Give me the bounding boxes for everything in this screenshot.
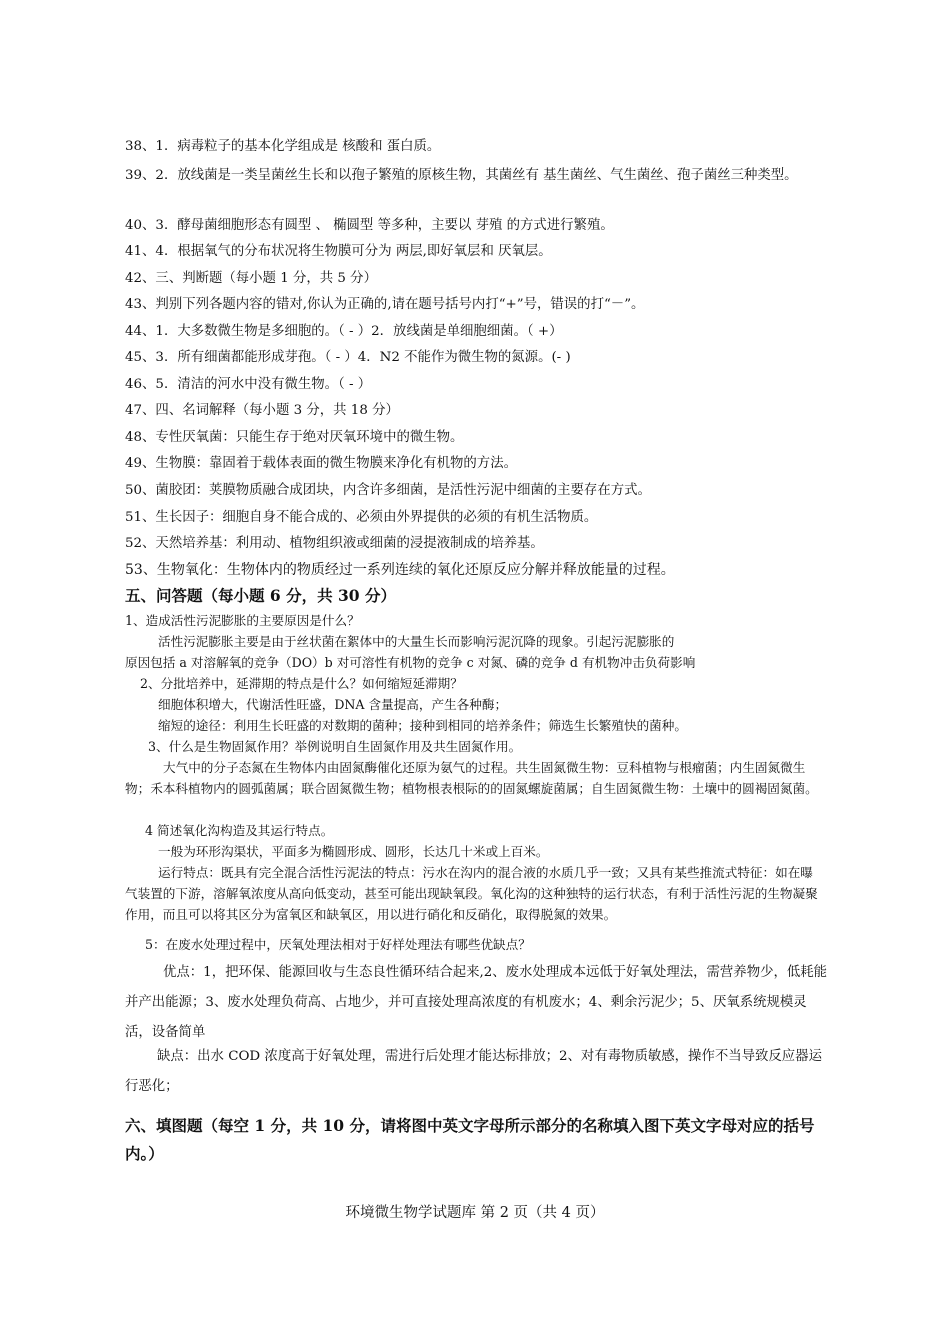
answer-1-line-2: 原因包括 a 对溶解氧的竞争（DO）b 对可溶性有机物的竞争 c 对氮、磷的竞争 d 有机物冲击负荷影响 <box>125 655 696 670</box>
question-1: 1、造成活性污泥膨胀的主要原因是什么？ <box>125 613 360 628</box>
line-41: 41、4．根据氧气的分布状况将生物膜可分为 两层,即好氧层和 厌氧层。 <box>125 244 552 259</box>
page-footer: 环境微生物学试题库 第 2 页（共 4 页） <box>345 1205 605 1221</box>
answer-5-advantages: 优点：1，把环保、能源回收与生态良性循环结合起来,2、废水处理成本远低于好氧处理法，需营养物少，低耗能并产出能源；3、废水处理负荷高、占地少，并可直接处理高浓度的有机废水；4、剩余污泥少；5、厌氧系统规模灵活，设备简单 <box>125 965 828 1040</box>
line-48: 48、专性厌氧菌：只能生存于绝对厌氧环境中的微生物。 <box>125 430 464 445</box>
line-52: 52、天然培养基：利用动、植物组织液或细菌的浸提液制成的培养基。 <box>125 536 544 551</box>
line-45: 45、3．所有细菌都能形成芽孢。（ - ）4．N2 不能作为微生物的氮源。(- ) <box>125 350 571 365</box>
line-42: 42、三、判断题（每小题 1 分，共 5 分） <box>125 271 377 286</box>
line-46: 46、5．清洁的河水中没有微生物。（ - ） <box>125 377 372 392</box>
answer-1-line-1: 活性污泥膨胀主要是由于丝状菌在絮体中的大量生长而影响污泥沉降的现象。引起污泥膨胀的 <box>158 634 675 649</box>
question-3: 3、什么是生物固氮作用？举例说明自生固氮作用及共生固氮作用。 <box>148 739 522 754</box>
question-4: 4 简述氧化沟构造及其运行特点。 <box>145 823 334 838</box>
section-five-heading: 五、问答题（每小题 6 分，共 30 分） <box>125 586 396 605</box>
answer-4-line-2: 运行特点：既具有完全混合活性污泥法的特点：污水在沟内的混合液的水质几乎一致；又具有某些推流式特征：如在曝气装置的下游，溶解氧浓度从高向低变动，甚至可能出现缺氧段。氧化沟的这种独特的运行状态，有利于活性污泥的生物凝聚作用，而且可以将其区分为富氧区和缺氧区，用以进行硝化和反硝化，取得脱氮的效果。 <box>125 865 818 922</box>
answer-4-line-1: 一般为环形沟渠状，平面多为椭圆形成、圆形，长达几十米或上百米。 <box>158 844 549 859</box>
question-2: 2、分批培养中，延滞期的特点是什么？如何缩短延滞期？ <box>140 676 463 691</box>
answer-2-line-2: 缩短的途径：利用生长旺盛的对数期的菌种；接种到相同的培养条件；筛选生长繁殖快的菌种。 <box>158 718 687 733</box>
answer-5-disadvantages: 缺点：出水 COD 浓度高于好氧处理，需进行后处理才能达标排放；2、对有毒物质敏感，操作不当导致反应器运行恶化； <box>125 1049 822 1094</box>
line-47: 47、四、名词解释（每小题 3 分，共 18 分） <box>125 403 399 418</box>
line-44: 44、1．大多数微生物是多细胞的。（ - ）2．放线菌是单细胞细菌。（ +） <box>125 324 563 339</box>
line-43: 43、判别下列各题内容的错对,你认为正确的,请在题号括号内打“+”号，错误的打“－”。 <box>125 297 645 312</box>
line-40: 40、3．酵母菌细胞形态有圆型 、 椭圆型 等多种，主要以 芽殖 的方式进行繁殖。 <box>125 218 614 233</box>
line-39: 39、2．放线菌是一类呈菌丝生长和以孢子繁殖的原核生物，其菌丝有 基生菌丝、气生菌丝、孢子菌丝三种类型。 <box>125 168 798 183</box>
line-38: 38、1．病毒粒子的基本化学组成是 核酸和 蛋白质。 <box>125 139 441 154</box>
line-51: 51、生长因子：细胞自身不能合成的、必须由外界提供的必须的有机生活物质。 <box>125 510 598 525</box>
line-49: 49、生物膜：靠固着于载体表面的微生物膜来净化有机物的方法。 <box>125 456 517 471</box>
line-50: 50、菌胶团：荚膜物质融合成团块，内含许多细菌，是活性污泥中细菌的主要存在方式。 <box>125 483 651 498</box>
section-six-heading: 六、填图题（每空 1 分，共 10 分，请将图中英文字母所示部分的名称填入图下英文字母对应的括号内。） <box>125 1116 815 1163</box>
line-53: 53、生物氧化：生物体内的物质经过一系列连续的氧化还原反应分解并释放能量的过程。 <box>125 562 675 578</box>
answer-3: 大气中的分子态氮在生物体内由固氮酶催化还原为氨气的过程。共生固氮微生物：豆科植物与根瘤菌；内生固氮微生物；禾本科植物内的圆弧菌属；联合固氮微生物；植物根表根际的的固氮螺旋菌属；自生固氮微生物：土壤中的圆褐固氮菌。 <box>125 760 818 796</box>
answer-2-line-1: 细胞体积增大，代谢活性旺盛，DNA 含量提高，产生各种酶； <box>158 697 508 712</box>
question-5: 5：在废水处理过程中，厌氧处理法相对于好样处理法有哪些优缺点？ <box>145 937 531 952</box>
